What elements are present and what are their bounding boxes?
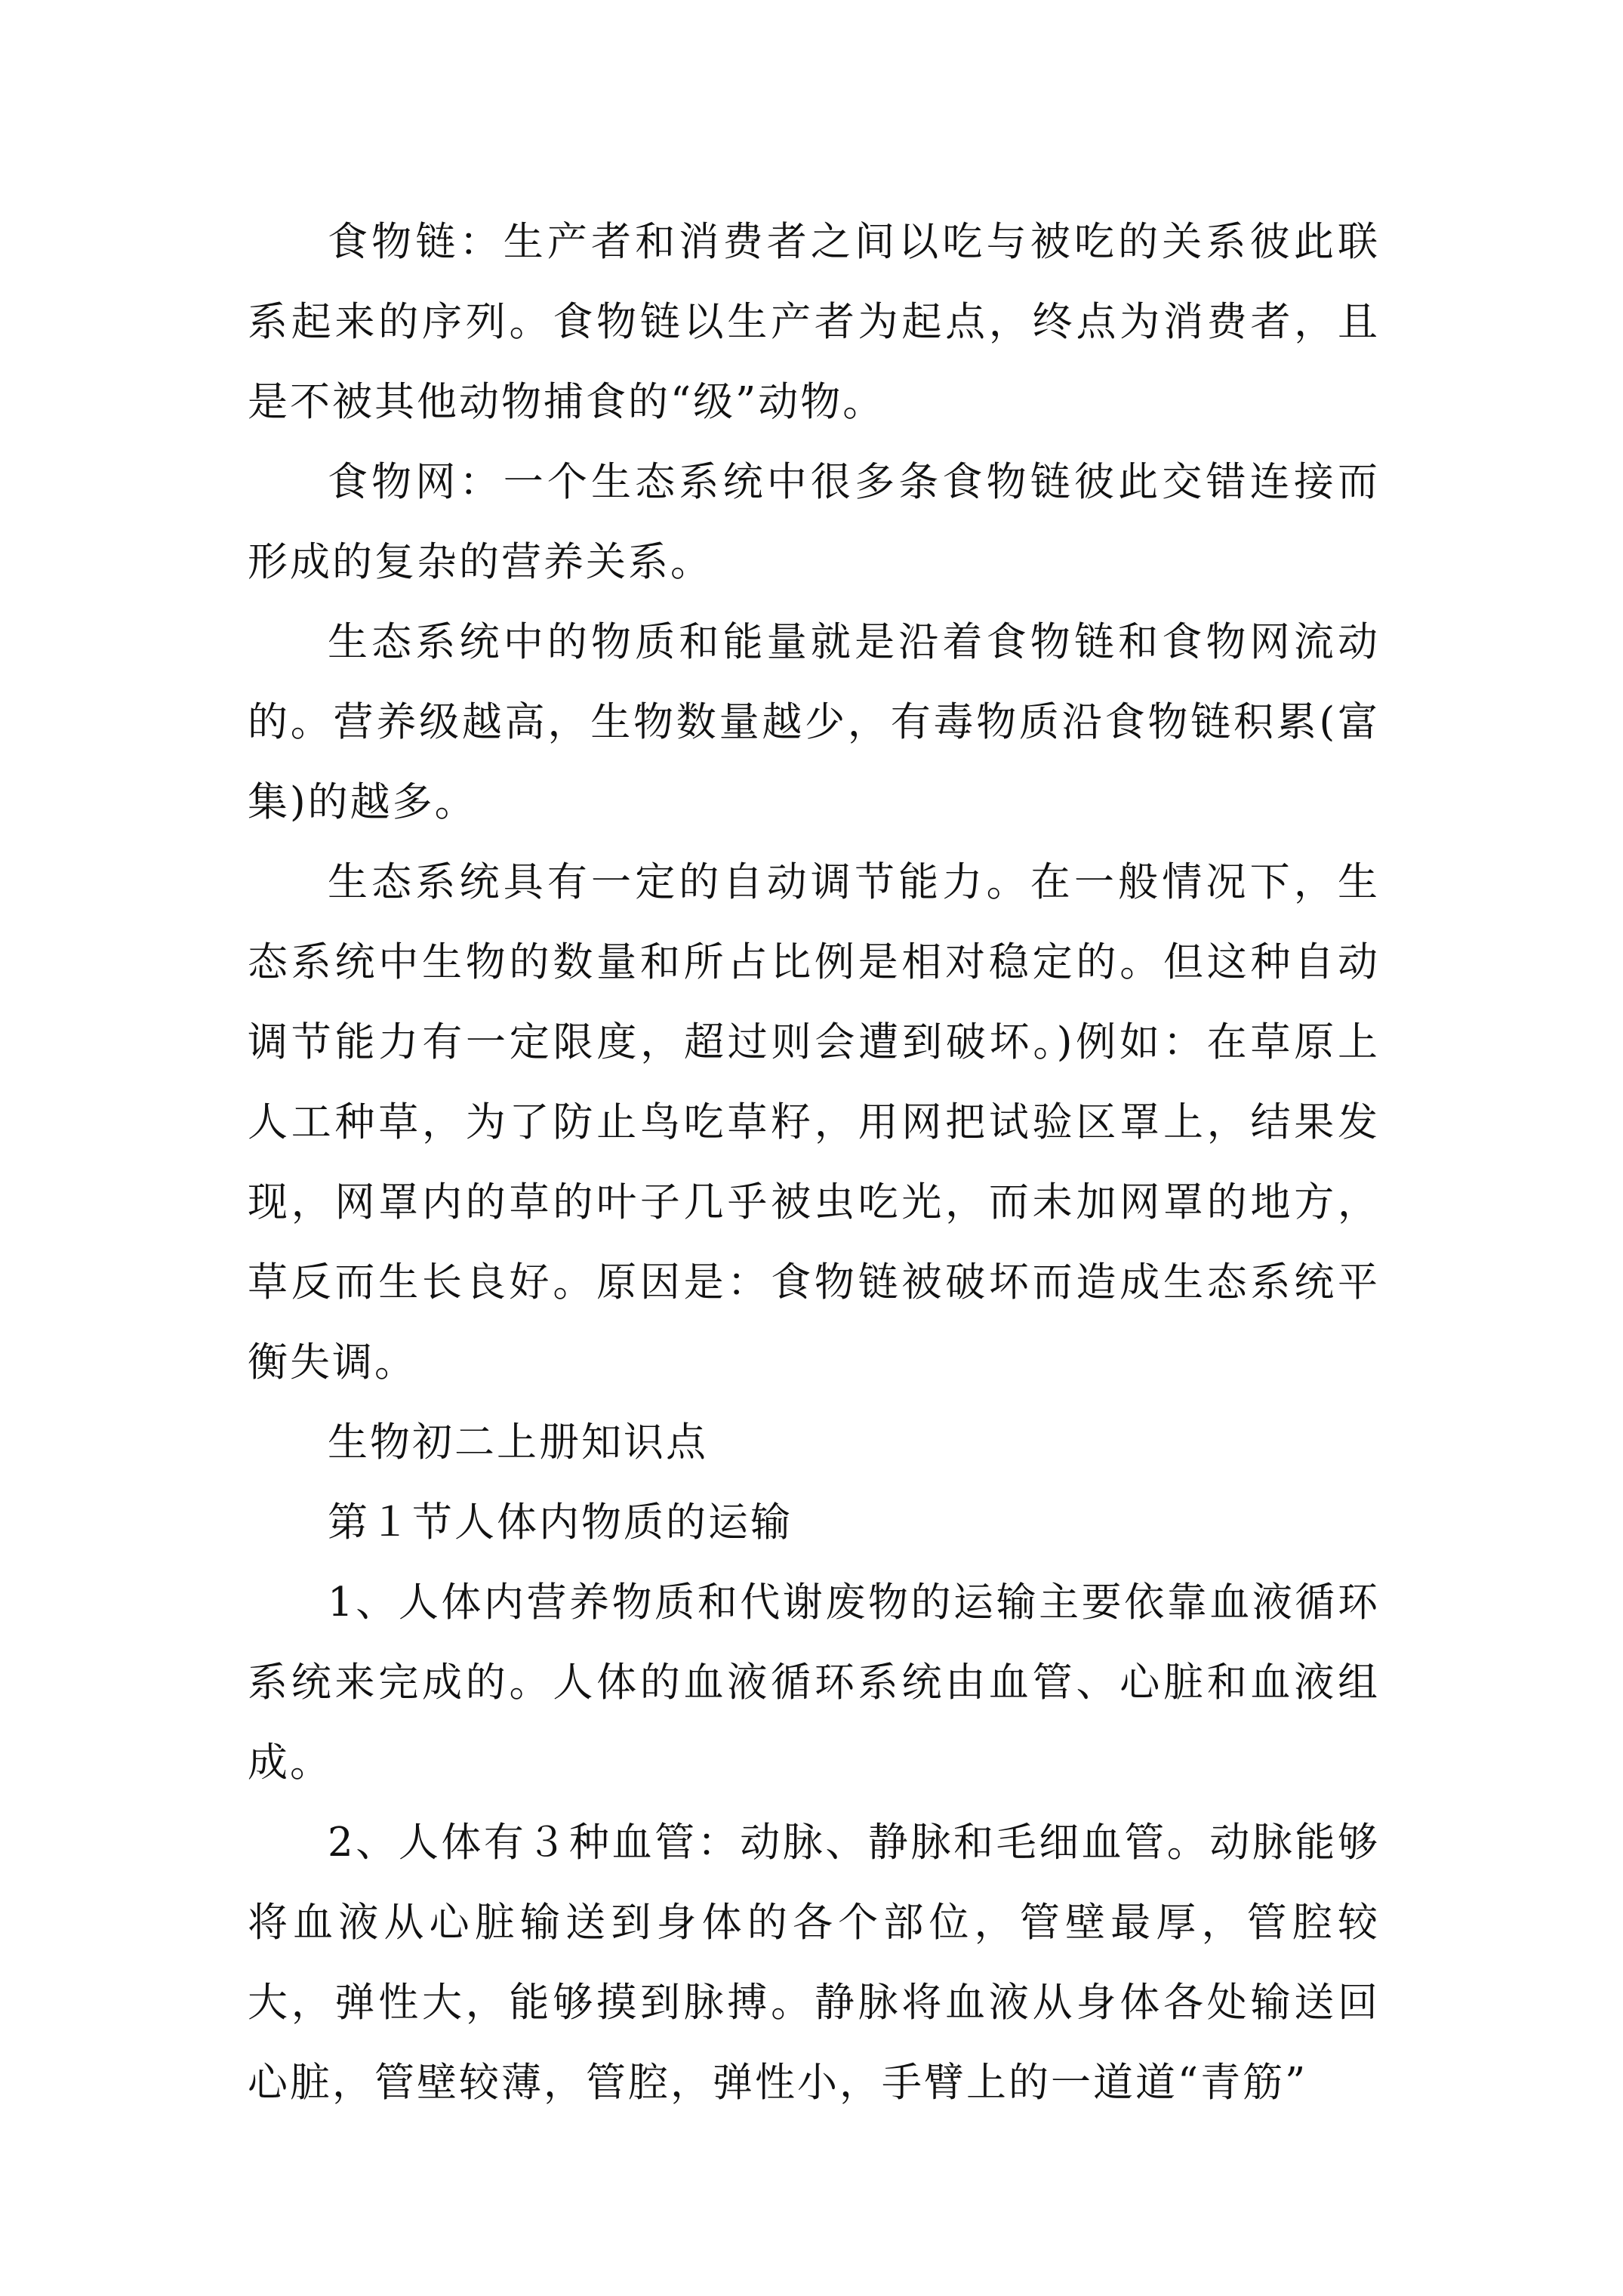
paragraph-self-regulation: 生态系统具有一定的自动调节能力。在一般情况下，生态系统中生物的数量和所占比例是相对稳定的。但这种自动调节能力有一定限度，超过则会遭到破坏。)例如：在草原上人工种草，为了防止鸟吃草籽，用网把试验区罩上，结果发现，网罩内的草的叶子几乎被虫吃光，而未加网罩的地方，草反而生长良好。原因是：食物链被破坏而造成生态系统平衡失调。 [248, 859, 1380, 1385]
paragraph-point-1: 1、人体内营养物质和代谢废物的运输主要依靠血液循环系统来完成的。人体的血液循环系统由血管、心脏和血液组成。 [248, 1579, 1380, 1786]
page-body [248, 202, 1380, 2123]
section-heading: 生物初二上册知识点 [328, 1419, 708, 1465]
paragraph-food-chain: 食物链：生产者和消费者之间以吃与被吃的关系彼此联系起来的序列。食物链以生产者为起点，终点为消费者，且是不被其他动物捕食的“级”动物。 [248, 219, 1380, 425]
paragraph-point-2: 2、人体有３种血管：动脉、静脉和毛细血管。动脉能够将血液从心脏输送到身体的各个部位，管壁最厚，管腔较大，弹性大，能够摸到脉搏。静脉将血液从身体各处输送回心脏，管壁较薄，管腔，弹性小，手臂上的一道道“青筋” [248, 1820, 1380, 2106]
subsection-heading: 第１节人体内物质的运输 [328, 1499, 793, 1546]
paragraph-food-web: 食物网：一个生态系统中很多条食物链彼此交错连接而形成的复杂的营养关系。 [248, 459, 1380, 585]
paragraph-energy-flow: 生态系统中的物质和能量就是沿着食物链和食物网流动的。营养级越高，生物数量越少，有毒物质沿食物链积累(富集)的越多。 [248, 619, 1380, 825]
